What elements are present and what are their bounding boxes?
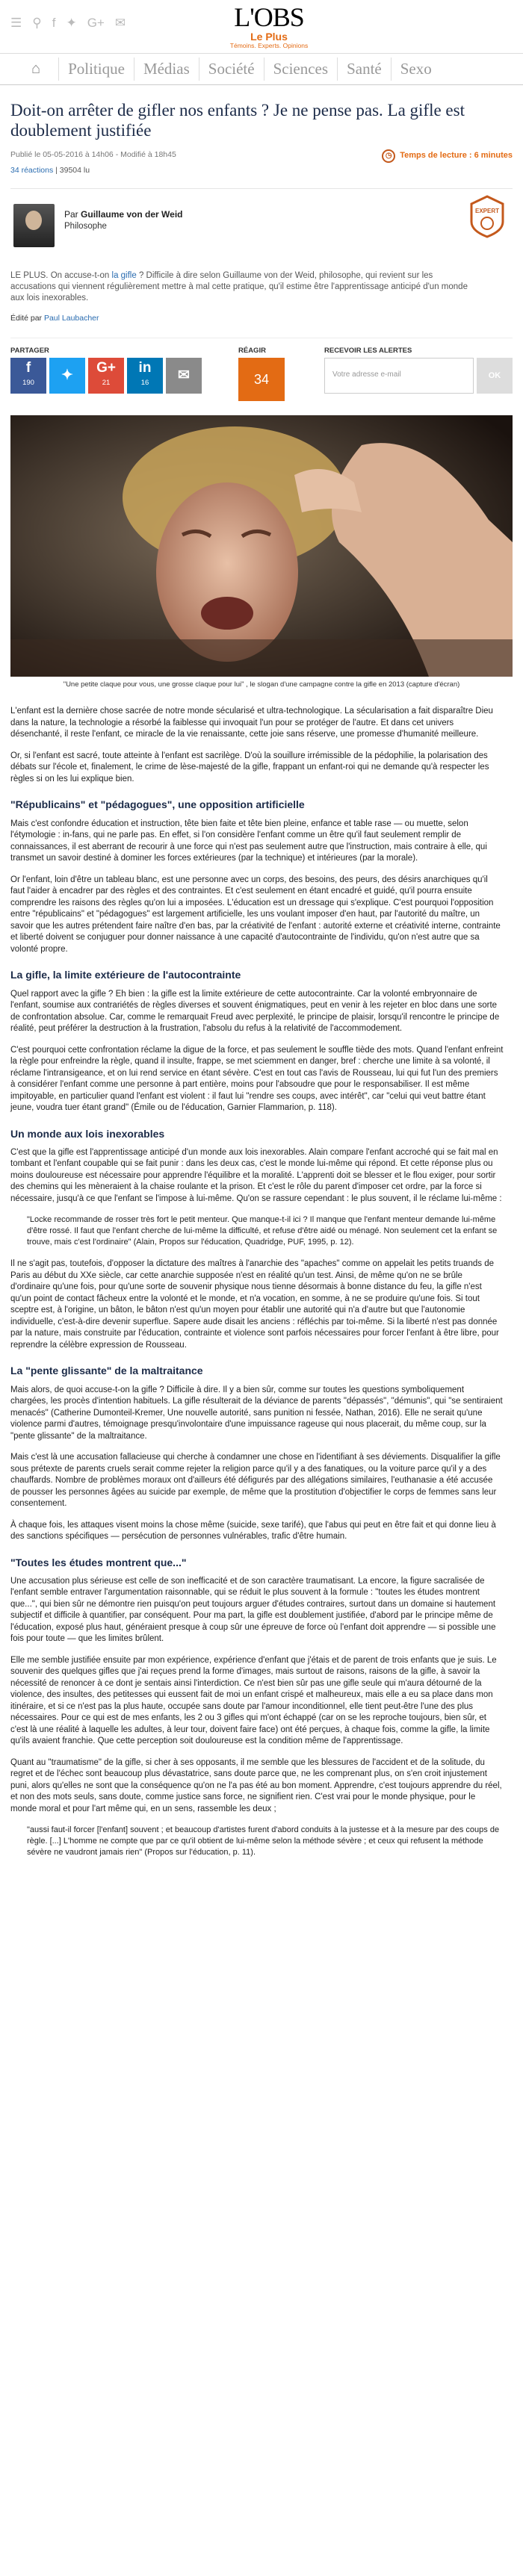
facebook-icon: f <box>25 360 31 376</box>
edited-by <box>10 313 513 324</box>
editor-link[interactable]: Paul Laubacher <box>43 314 99 323</box>
googleplus-count: 21 <box>102 379 111 388</box>
linkedin-count: 16 <box>140 379 149 388</box>
photo-illustration <box>10 415 513 677</box>
alerts-label: RECEVOIR LES ALERTES <box>324 347 412 356</box>
paragraph: Quel rapport avec la gifle ? Eh bien : la gifle est la limite extérieure de cette autocontrainte. Car la volonté embryonnaire de l'enfant, soumise aux contrariétés de règles diverses et souvent énigmatiques, peut en venir à les rejeter en bloc dans une sorte de confrontation absolue. Car, comme le remarquait Freud avec perplexité, le principe de plaisir, lorsqu'il rencontre le principe de réalité, peut préférer la destruction à la frustration, l'absolu du refus à la relativité de l'accommodement. <box>10 989 500 1034</box>
home-icon[interactable]: ⌂ <box>31 60 41 77</box>
googleplus-icon[interactable]: G+ <box>87 16 105 30</box>
expert-badge-icon <box>468 195 507 238</box>
quote: "aussi faut-il forcer [l'enfant] souvent ; et beaucoup d'artistes furent d'abord conduits à la justesse et à la mesure par des coups de règle. [...] L'homme ne compte que par ce qu'il obtient de lui-même selon la méthode sévère ; et ceux qui refusent la méthode sévère ne vaudront jamais rien" (Propos sur l'éducation, p. 11). <box>27 1825 500 1857</box>
facebook-share-button[interactable] <box>10 358 46 394</box>
section-heading: Un monde aux lois inexorables <box>10 1127 165 1140</box>
logo-text: L'OBS <box>234 2 304 32</box>
article-photo <box>10 415 513 677</box>
share-bar <box>10 338 513 397</box>
main-nav <box>0 54 523 85</box>
menu-icon[interactable]: ☰ <box>10 16 22 30</box>
facebook-icon[interactable]: f <box>52 16 56 30</box>
linkedin-icon: in <box>138 360 152 376</box>
clock-icon: ◷ <box>382 149 395 163</box>
logo-section: Le Plus <box>250 31 288 43</box>
nav-item-sexo[interactable]: Sexo <box>391 58 441 80</box>
paragraph: Or, si l'enfant est sacré, toute atteinte à l'enfant est sacrilège. D'où la souillure irrémissible de la pédophilie, la polarisation des débats sur l'école et, finalement, le crime de lèse-majesté de la gifle, frappant un enfant-roi qui ne demande qu'à respecter les règles si on les lui explique bien. <box>10 751 489 783</box>
author-byline <box>64 208 183 221</box>
photo-caption: "Une petite claque pour vous, une grosse claque pour lui" , le slogan d'une campagne contre la gifle en 2013 (capture d'écran) <box>63 680 460 689</box>
article-body <box>10 706 504 1858</box>
paragraph: Elle me semble justifiée ensuite par mon expérience, expérience d'enfant que j'étais et de parent de trois enfants que je suis. Le souvenir des quelques gifles que j'ai reçues prend la forme d'images, mais surtout de raisons, raisons de la gifle, à savoir la nécessité de renoncer à ce dont je sentais ainsi l'interdiction. Ce n'est bien sûr pas une gifle seule qui m'aura détourné de la violence, des insultes, des petitesses qui eussent fait de moi un enfant crispé et malheureux, mais elle a eu sa place dans mon itinéraire, et si ce n'est pas la plus haute, occupée sans doute par l'amour inconditionnel, elle tient peut-être l'une des plus nécessaires. Pour ce qui est de mes enfants, les 2 ou 3 gifles qui m'ont échappé (car on se les reproche toujours, bien sûr, et c'est là une réalité à laquelle les adultes, à leur tour, doivent faire face) ont été perçues, à chaque fois, comme la gifle, la limite qu'ils avaient franchie. Que cette perception soit douloureuse est la condition même de l'apprentissage. <box>10 1655 497 1746</box>
article-title: Doit-on arrêter de gifler nos enfants ? Je ne pense pas. La gifle est doublement justifiée <box>10 101 465 140</box>
linkedin-share-button[interactable] <box>127 358 163 394</box>
twitter-share-button[interactable] <box>49 358 85 394</box>
author-avatar <box>13 204 55 247</box>
article <box>0 100 523 1858</box>
alert-email-input[interactable]: Votre adresse e-mail <box>324 358 474 394</box>
nav-item-politique[interactable]: Politique <box>58 58 134 80</box>
quote: "Locke recommande de rosser très fort le petit menteur. Que manque-t-il ici ? Il manque que l'enfant menteur demande lui-même d'être rossé. Il faut que l'enfant cherche de lui-même la difficulté, et refuse d'être aidé ou ménagé. Non seulement cet la enfant se trouve, mais c'est l'ordinaire" (Alain, Propos sur l'éducation, Quadridge, PUF, 1995, p. 12). <box>27 1215 498 1247</box>
header-toolbar <box>10 16 126 29</box>
reading-time-label: Temps de lecture : 6 minutes <box>400 151 513 161</box>
author-prefix: Par <box>64 209 78 220</box>
article-lead <box>10 270 474 304</box>
twitter-icon[interactable]: ✦ <box>66 16 77 30</box>
react-button[interactable]: 34 <box>238 358 285 401</box>
paragraph: Or l'enfant, loin d'être un tableau blanc, est une personne avec un corps, des besoins, des peurs, des désirs anarchiques qu'il faut l'aider à encadrer par des règles et des contraintes. Et c'est seulement en étant encadré et guidé, qu'il pourra ensuite comprendre les raisons des règles qu'on lui a imposées. L'éducation est un dressage qui s'explique. C'est pourquoi l'opposition entre "républicains" et "pédagogues" est largement artificielle, les uns voulant imposer d'en haut, par l'autorité du maître, un savoir que les autres prétendent faire naître d'en bas, par la créativité de l'enfant : autorité externe et créativité interne, contrainte et liberté doivent se conjuguer pour donner naissance à une capacité d'autocontrainte de l'individu, qu'on n'est autre que sa volonté propre. <box>10 875 501 954</box>
edited-prefix: Édité par <box>10 314 43 323</box>
paragraph: Mais c'est là une accusation fallacieuse qui cherche à condamner une chose en l'identifiant à ses déviements. Disqualifier la gifle sous prétexte de parents cruels serait comme rejeter la religion parce qu'il y a des fanatiques, ou la voiture parce qu'il y a des chauffards. Nombre de problèmes moraux ont d'ailleurs été défigurés par des allégations similaires, l'euthanasie a été accusée de pousser les personnes âgées au suicide par exemple, de même que la prostitution d'objectifier le corps de femmes sans leur consentement. <box>10 1453 501 1509</box>
publish-date: Publié le 05-05-2016 à 14h06 - Modifié à 18h45 <box>10 150 176 159</box>
section-heading: "Toutes les études montrent que..." <box>10 1556 187 1568</box>
lead-text-b: ? Difficile à dire selon Guillaume von der Weid, philosophe, qui revient sur les accusations qui viennent régulièrement mettre à mal cette pratique, qu'il estime être l'apprentissage anticipé d'un monde aux lois inexorables. <box>10 271 468 303</box>
react-label: RÉAGIR <box>238 347 266 356</box>
nav-item-medias[interactable]: Médias <box>134 58 199 80</box>
author-block <box>10 188 513 270</box>
paragraph: Mais c'est confondre éducation et instruction, tête bien faite et tête bien pleine, enfance et table rase — ou muette, selon l'étymologie : in-fans, qui ne parle pas. En effet, si l'on considère l'enfant comme un être qu'il faut seulement remplir de connaissances, il est aberrant de recourir à une force qui n'est pas seulement autre que l'instruction, mais contraire à elle, qui transmet un savoir destiné à dominer les forces extérieures (par la technique) et intérieures (par la morale). <box>10 819 487 863</box>
nav-item-sciences[interactable]: Sciences <box>264 58 337 80</box>
read-count: 39504 lu <box>59 166 90 175</box>
mail-share-button[interactable] <box>166 358 202 394</box>
googleplus-icon: G+ <box>96 360 116 376</box>
reading-time <box>382 149 513 163</box>
lead-text-a: LE PLUS. On accuse-t-on <box>10 271 112 281</box>
paragraph: C'est pourquoi cette confrontation réclame la digue de la force, et pas seulement le souffle tiède des mots. Quand l'enfant enfreint la règle pour enfreindre la règle, quand il insulte, frappe, se met sciemment en danger, bref : cherche une limite à sa volonté, il réclame l'intransigeance, et on lui rend service en étant sévère. C'est en tout cas l'avis de Rousseau, lui qui fut l'un des premiers à considérer l'enfant comme une personne à part entière, moins pour l'absoudre que pour le responsabiliser. Il est même impitoyable, en particulier quand l'enfant est violent : il faut lui "rendre ses coups, avec intérêt", car "celui qui veut battre étant jeune, voudra tuer étant grand" (Émile ou de l'éducation, Garnier Flammarion, p. 118). <box>10 1045 504 1113</box>
alert-submit-button[interactable]: OK <box>477 358 513 394</box>
search-icon[interactable]: ⚲ <box>32 16 42 30</box>
googleplus-share-button[interactable] <box>88 358 124 394</box>
author-name[interactable]: Guillaume von der Weid <box>81 209 183 220</box>
mail-icon: ✉ <box>178 367 190 384</box>
lead-link-gifle[interactable]: la gifle <box>111 271 137 281</box>
article-stats: 34 réactions | 39504 lu <box>10 166 90 175</box>
article-meta <box>10 149 513 163</box>
author-role: Philosophe <box>64 222 107 232</box>
paragraph: Une accusation plus sérieuse est celle de son inefficacité et de son caractère traumatisant. La encore, la figure sacralisée de l'enfant semble entraver l'argumentation raisonnable, qui se réduit le plus souvent à la formule : "toutes les études montrent que...", qui bien sûr ne démontre rien puisqu'on peut toujours arguer d'études contraires, surtout dans un domaine si hautement subjectif et difficile à quantifier, par conséquent. Pour ma part, la gifle est doublement justifiée, d'abord par le principe même de l'éducation, exposé plus haut, généraient presque à coup sûr une épreuve de force où l'enfant doit apprendre — si possible une fois pour toute — que les limites brûlent. <box>10 1576 496 1644</box>
paragraph: À chaque fois, les attaques visent moins la chose même (suicide, sexe tarifé), que l'abus qui peut en être fait et qui donne lieu à des sanctions spécifiques — persécution de personnes vulnérables, trafic d'être humain. <box>10 1520 496 1542</box>
site-header <box>0 0 523 54</box>
nav-item-societe[interactable]: Société <box>199 58 264 80</box>
logo-tagline: Témoins. Experts. Opinions <box>229 42 309 49</box>
paragraph: C'est que la gifle est l'apprentissage anticipé d'un monde aux lois inexorables. Alain compare l'enfant accroché qui se fait mal en tombant et l'enfant coupable qui se fait punir : dans les deux cas, c'est le monde lui-même qui répond. Et cette réponse plus ou moins douloureuse est nécessaire pour apprendre l'équilibre et la moralité. L'apprenti doit se blesser et le flou exiger, pour sortir des chemins qui les mèneraient à la chaise roulante et la prison. Et c'est le rôle du parent d'imposer cet ordre, par la force si nécessaire, jusqu'à ce que l'enfant se l'impose à lui-même. Qu'on se rassure cependant : le plus souvent, il le réclame lui-même : <box>10 1147 502 1203</box>
section-heading: La gifle, la limite extérieure de l'autocontrainte <box>10 969 241 981</box>
twitter-icon: ✦ <box>61 367 73 384</box>
nav-item-sante[interactable]: Santé <box>337 58 391 80</box>
badge-label: EXPERT <box>474 208 500 215</box>
paragraph: Quant au "traumatisme" de la gifle, si cher à ses opposants, il me semble que les blessures de l'accident et de la solitude, du regret et de l'échec sont beaucoup plus dévastatrice, sans doute parce que, ne les comprenant plus, on s'en croit injustement puni, alors qu'elles ne sont que la conséquence qu'on ne l'a pas été au bon moment. Apprendre, c'est toujours apprendre du réel, et non des mots seuls, sans doute, comme justice sans force, ne signifient rien. C'est vrai pour le monde physique, pour le monde moral et pour l'art même qui, en un sens, rassemble les deux ; <box>10 1757 502 1813</box>
section-heading: "Républicains" et "pédagogues", une opposition artificielle <box>10 798 305 811</box>
mail-icon[interactable]: ✉ <box>114 16 126 30</box>
paragraph: Mais alors, de quoi accuse-t-on la gifle ? Difficile à dire. Il y a bien sûr, comme sur toutes les questions symboliquement chargées, les procès d'intention habituels. La gifle résulterait de la déviance de parents "dépassés", "démunis", qui "se sentiraient menacés" (Catherine Dumonteil-Kremer, Une nouvelle autorité, sans punition ni fessée, Nathan, 2016). Elle ne serait qu'une violence parmi d'autres, témoignage presqu'involontaire d'une impuissance rageuse qui nous placerait, du même coup, sur la "pente glissante" de la maltraitance. <box>10 1385 503 1441</box>
share-label: PARTAGER <box>10 347 49 356</box>
paragraph: Il ne s'agit pas, toutefois, d'opposer la dictature des maîtres à l'anarchie des "apaches" comme on appelait les petits truands de Paris au début du XXe siècle, car cette anarchie supposée n'est en réalité qu'un test. Ainsi, de même qu'on ne se brûle d'ordinaire qu'une fois, pour qu'une sorte de souvenir physique nous tienne désormais à bonne distance du feu, la gifle n'est qu'un point de contact fâcheux entre la volonté et le monde, et n'a vocation, en somme, à ne se produire qu'une fois. Si tout sceptre est, à l'origine, un bâton, le bâton n'est qu'un moyen pour établir une autorité qui n'a d'autre but que l'autonomie individuelle, c'est-à-dire devenir superflue. Sapere aude disait les anciens : réfléchis par toi-même. Si la liberté n'est pas donnée par la nature, mais construite par l'éducation, contrainte et violence sont parfois nécessaires pour forcer l'enfant à être libre, pour reprendre la célèbre expression de Rousseau. <box>10 1259 499 1350</box>
paragraph: L'enfant est la dernière chose sacrée de notre monde sécularisé et ultra-technologique. La sécularisation a fait disparaître Dieu dans la nature, la technologie a résorbé la faiblesse qui invoquait l'un pour se protéger de l'autre. Et dans cet univers désenchanté, il reste l'enfant, ce miracle de la vie renaissante, cette joie sans réserve, une promesse d'humanité meilleure. <box>10 707 493 739</box>
reactions-link[interactable]: 34 réactions <box>10 166 54 175</box>
site-logo[interactable] <box>202 3 336 49</box>
section-heading: La "pente glissante" de la maltraitance <box>10 1365 203 1377</box>
facebook-count: 190 <box>22 379 34 388</box>
